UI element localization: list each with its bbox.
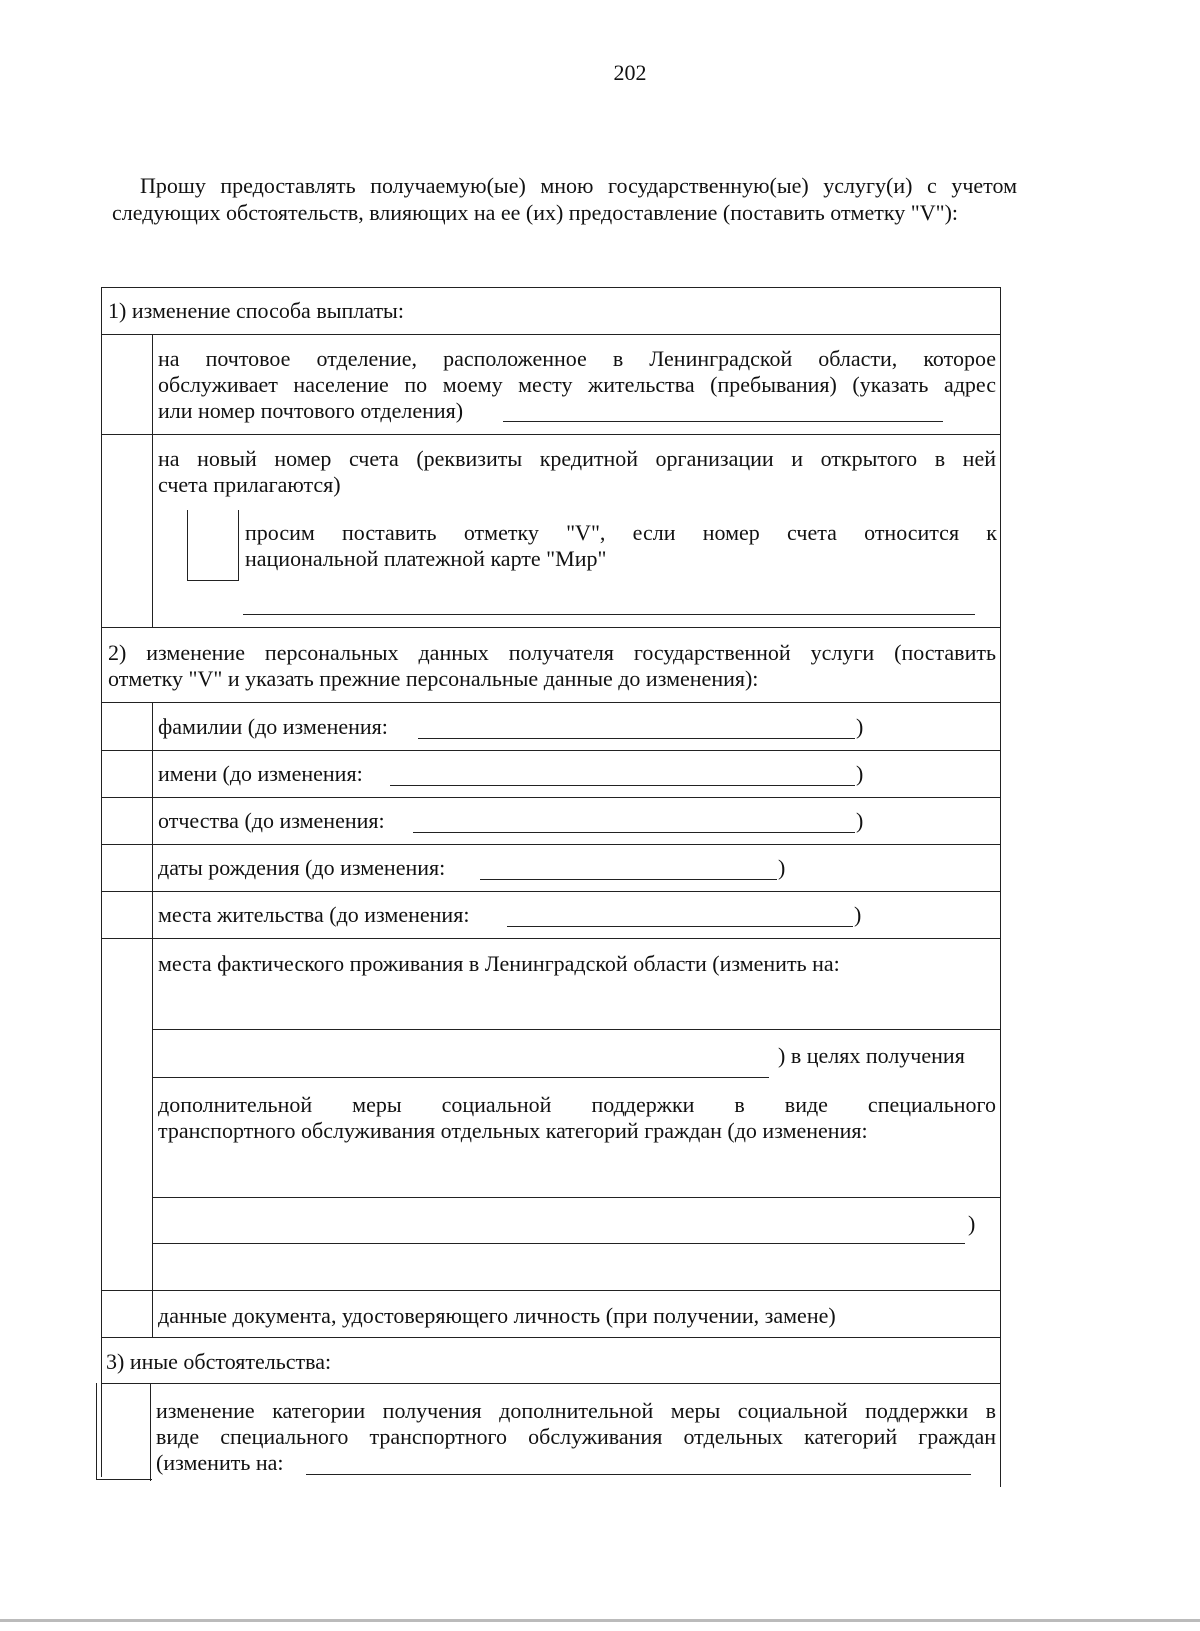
- row-divider: [101, 1290, 1001, 1291]
- section3-title: 3) иные обстоятельства:: [106, 1349, 332, 1374]
- row-divider: [101, 627, 1001, 628]
- row-divider: [101, 844, 1001, 845]
- page-bottom-edge: [0, 1619, 1200, 1622]
- actual-residence-field[interactable]: [152, 1077, 769, 1078]
- name-field[interactable]: [390, 785, 855, 786]
- support-previous-field[interactable]: [152, 1243, 965, 1244]
- table-left-border: [101, 287, 102, 1477]
- surname-field[interactable]: [418, 738, 855, 739]
- actual-residence-label: места фактического проживания в Ленинградской области (изменить на:: [158, 951, 840, 976]
- section1-title: 1) изменение способа выплаты:: [108, 298, 404, 323]
- new-account-line1: на новый номер счета (реквизиты кредитной организации и открытого в ней: [158, 446, 996, 471]
- checkbox-left-border: [96, 1383, 97, 1479]
- new-account-line2: счета прилагаются): [158, 472, 341, 497]
- residence-field[interactable]: [507, 926, 853, 927]
- checkbox-column-border-1: [152, 334, 153, 627]
- row-divider: [101, 797, 1001, 798]
- residence-label: места жительства (до изменения:: [158, 902, 470, 927]
- support-close-paren: ): [968, 1211, 976, 1236]
- section2-line2: отметку "V" и указать прежние персональные данные до изменения):: [108, 666, 759, 691]
- row-divider: [101, 702, 1001, 703]
- birthdate-close-paren: ): [778, 855, 786, 880]
- category-change-field[interactable]: [306, 1474, 971, 1475]
- name-label: имени (до изменения:: [158, 761, 363, 786]
- row-divider: [101, 334, 1001, 335]
- section2-line1: 2) изменение персональных данных получателя государственной услуги (поставить: [108, 640, 996, 665]
- account-number-field[interactable]: [243, 614, 975, 615]
- surname-close-paren: ): [856, 714, 864, 739]
- section3-line2: виде специального транспортного обслуживания отдельных категорий граждан: [156, 1424, 996, 1449]
- surname-label: фамилии (до изменения:: [158, 714, 388, 739]
- checkbox-column-border-3: [150, 1383, 151, 1481]
- mir-card-line1: просим поставить отметку "V", если номер счета относится к: [245, 520, 997, 545]
- name-close-paren: ): [856, 761, 864, 786]
- table-top-border: [101, 287, 1001, 288]
- support-line2: транспортного обслуживания отдельных категорий граждан (до изменения:: [158, 1118, 868, 1143]
- row-divider: [101, 434, 1001, 435]
- patronymic-close-paren: ): [856, 808, 864, 833]
- section3-line3: (изменить на:: [156, 1450, 284, 1475]
- intro-paragraph: Прошу предоставлять получаемую(ые) мною государственную(ые) услугу(и) с учетом следующих обстоятельств, влияющих на ее (их) предоставление (поставить отметку "V"):: [112, 173, 1017, 225]
- row-divider: [101, 1337, 1001, 1338]
- inner-divider: [152, 1197, 1001, 1198]
- checkbox-bottom: [96, 1479, 152, 1480]
- id-document-label: данные документа, удостоверяющего личность (при получении, замене): [158, 1303, 836, 1328]
- residence-close-paren: ): [854, 902, 862, 927]
- post-office-address-field[interactable]: [503, 421, 943, 422]
- post-office-line1: на почтовое отделение, расположенное в Ленинградской области, которое: [158, 346, 996, 371]
- patronymic-label: отчества (до изменения:: [158, 808, 385, 833]
- purpose-label: ) в целях получения: [778, 1043, 965, 1068]
- page-number: 202: [613, 60, 647, 85]
- mir-card-checkbox[interactable]: [187, 510, 239, 581]
- post-office-line3: или номер почтового отделения): [158, 398, 464, 423]
- table-right-border: [1000, 287, 1001, 1487]
- mir-card-line2: национальной платежной карте "Мир": [245, 546, 607, 571]
- row-divider: [101, 750, 1001, 751]
- row-divider: [101, 891, 1001, 892]
- section3-line1: изменение категории получения дополнительной меры социальной поддержки в: [156, 1398, 996, 1423]
- row-divider: [101, 938, 1001, 939]
- inner-divider: [152, 1029, 1001, 1030]
- birthdate-label: даты рождения (до изменения:: [158, 855, 446, 880]
- birthdate-field[interactable]: [480, 879, 777, 880]
- row-divider: [101, 1383, 1001, 1384]
- patronymic-field[interactable]: [413, 832, 855, 833]
- post-office-line2: обслуживает население по моему месту жительства (пребывания) (указать адрес: [158, 372, 996, 397]
- support-line1: дополнительной меры социальной поддержки в виде специального: [158, 1092, 996, 1117]
